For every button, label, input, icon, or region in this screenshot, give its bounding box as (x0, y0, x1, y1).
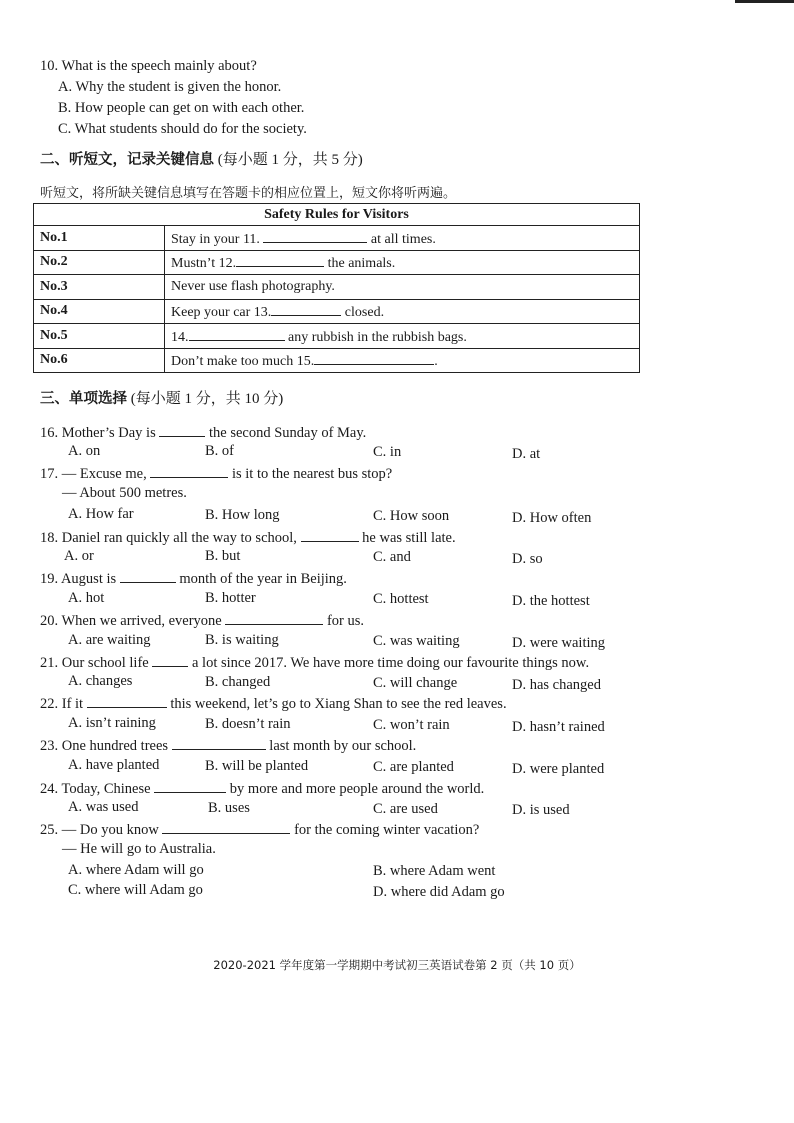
question-19-option-c: C. hottest (373, 591, 429, 607)
rule-text-before: Mustn’t 12. (171, 256, 237, 272)
question-19-option-b: B. hotter (205, 590, 256, 606)
question-20-option-c: C. was waiting (373, 633, 460, 649)
question-10-stem: 10. What is the speech mainly about? (40, 58, 257, 74)
table-row (34, 299, 640, 324)
stem-part-b: this weekend, let’s go to Xiang Shan to see the red leaves. (166, 696, 507, 712)
question-25-option-a: A. where Adam will go (68, 862, 204, 878)
stem-part-b: by more and more people around the world. (226, 781, 485, 797)
stem-part-b: the second Sunday of May. (205, 425, 367, 441)
question-25-option-c: C. where will Adam go (68, 882, 203, 898)
answer-blank (154, 778, 226, 793)
question-10-option-c: C. What students should do for the society. (58, 121, 307, 137)
question-10-option-b: B. How people can get on with each other. (58, 100, 305, 116)
stem-part-a: 20. When we arrived, everyone (40, 613, 226, 629)
stem-part-a: 24. Today, Chinese (40, 781, 155, 797)
question-20-option-a: A. are waiting (68, 632, 151, 648)
question-16-option-d: D. at (512, 446, 541, 462)
rule-number: No.2 (34, 250, 165, 275)
question-21-option-d: D. has changed (512, 677, 601, 693)
page-footer: 2020-2021 学年度第一学期期中考试初三英语试卷第 2 页（共 10 页） (213, 958, 581, 972)
question-19-option-a: A. hot (68, 590, 105, 606)
table-title: Safety Rules for Visitors (34, 204, 640, 226)
question-25-stem (40, 819, 479, 839)
question-16-stem (40, 422, 366, 442)
question-22-option-b: B. doesn’t rain (205, 716, 291, 732)
section-3-heading (40, 389, 283, 409)
table-row (34, 348, 640, 373)
stem-part-b: for the coming winter vacation? (290, 822, 480, 838)
stem-part-a: 22. If it (40, 696, 87, 712)
rule-text-after: any rubbish in the rubbish bags. (284, 329, 467, 345)
stem-part-b: month of the year in Beijing. (175, 571, 347, 587)
question-18-option-b: B. but (205, 548, 241, 564)
question-24-option-b: B. uses (208, 800, 250, 816)
answer-blank (172, 735, 266, 750)
question-22-option-c: C. won’t rain (373, 717, 450, 733)
question-18-option-c: C. and (373, 549, 411, 565)
rule-number: No.6 (34, 348, 165, 373)
safety-rules-table (33, 203, 640, 373)
question-18-stem (40, 527, 456, 547)
question-22-option-a: A. isn’t raining (68, 715, 156, 731)
table-row (34, 275, 640, 300)
rule-number: No.4 (34, 299, 165, 324)
stem-part-b: he was still late. (358, 530, 456, 546)
table-header-row (34, 204, 640, 226)
section-2-title: 二、听短文，记录关键信息 (40, 152, 214, 168)
rule-text-before: Keep your car 13. (171, 305, 272, 321)
rule-text-before: 14. (171, 329, 189, 345)
rule-text (165, 250, 640, 275)
stem-part-b: for us. (323, 613, 365, 629)
question-20-stem (40, 610, 364, 630)
question-24-option-d: D. is used (512, 802, 570, 818)
question-17-option-b: B. How long (205, 507, 280, 523)
answer-blank-15[interactable] (314, 350, 434, 365)
rule-text: Never use flash photography. (165, 275, 640, 300)
question-17-option-d: D. How often (512, 510, 592, 526)
question-18-option-a: A. or (64, 548, 94, 564)
answer-blank-12[interactable] (236, 252, 324, 267)
rule-text (165, 299, 640, 324)
question-19-option-d: D. the hottest (512, 593, 590, 609)
table-row (34, 226, 640, 251)
section-2-heading (40, 150, 363, 170)
section-2-instruction: 听短文，将所缺关键信息填写在答题卡的相应位置上，短文你将听两遍。 (40, 186, 457, 201)
question-17-reply: — About 500 metres. (62, 485, 187, 501)
stem-part-a: 17. — Excuse me, (40, 466, 151, 482)
question-19-stem (40, 568, 347, 588)
stem-part-a: 23. One hundred trees (40, 738, 172, 754)
question-16-option-a: A. on (68, 443, 101, 459)
rule-text-after: closed. (341, 305, 385, 321)
question-18-option-d: D. so (512, 551, 543, 567)
answer-blank (162, 819, 290, 834)
rule-text-before: Stay in your 11. (171, 231, 264, 247)
stem-part-b: is it to the nearest bus stop? (228, 466, 393, 482)
question-21-option-c: C. will change (373, 675, 458, 691)
question-24-option-a: A. was used (68, 799, 139, 815)
question-25-option-b: B. where Adam went (373, 863, 496, 879)
rule-text-after: the animals. (324, 256, 396, 272)
question-25-option-d: D. where did Adam go (373, 884, 505, 900)
answer-blank-14[interactable] (189, 326, 285, 341)
question-20-option-b: B. is waiting (205, 632, 279, 648)
question-23-option-c: C. are planted (373, 759, 454, 775)
stem-part-b: a lot since 2017. We have more time doing our favourite things now. (188, 655, 590, 671)
question-16-option-c: C. in (373, 444, 402, 460)
question-23-option-a: A. have planted (68, 757, 160, 773)
stem-part-a: 18. Daniel ran quickly all the way to school, (40, 530, 301, 546)
section-3-points: (每小题 1 分，共 10 分) (130, 391, 284, 407)
stem-part-a: 21. Our school life (40, 655, 153, 671)
rule-number: No.3 (34, 275, 165, 300)
question-24-option-c: C. are used (373, 801, 438, 817)
question-16-option-b: B. of (205, 443, 234, 459)
question-17-option-a: A. How far (68, 506, 134, 522)
question-21-option-b: B. changed (205, 674, 271, 690)
question-23-stem (40, 735, 416, 755)
question-17-option-c: C. How soon (373, 508, 450, 524)
question-17-stem (40, 463, 392, 483)
answer-blank-13[interactable] (271, 301, 341, 316)
table-row (34, 250, 640, 275)
stem-part-b: last month by our school. (265, 738, 417, 754)
question-21-stem (40, 652, 589, 672)
rule-text-before: Don’t make too much 15. (171, 354, 315, 370)
rule-text (165, 348, 640, 373)
answer-blank (150, 463, 228, 478)
rule-number: No.1 (34, 226, 165, 251)
section-3-title: 三、单项选择 (40, 391, 127, 407)
rule-text (165, 226, 640, 251)
question-24-stem (40, 778, 484, 798)
scan-corner-mark (735, 0, 794, 3)
answer-blank (159, 422, 205, 437)
question-23-option-b: B. will be planted (205, 758, 309, 774)
question-22-stem (40, 693, 507, 713)
answer-blank (120, 568, 176, 583)
question-22-option-d: D. hasn’t rained (512, 719, 605, 735)
section-2-points: (每小题 1 分，共 5 分) (217, 152, 363, 168)
answer-blank (225, 610, 323, 625)
rule-text-after: at all times. (367, 231, 436, 247)
question-20-option-d: D. were waiting (512, 635, 606, 651)
stem-part-a: 19. August is (40, 571, 120, 587)
table-row (34, 324, 640, 349)
stem-part-a: 25. — Do you know (40, 822, 163, 838)
rule-text-after: . (434, 354, 438, 370)
answer-blank (152, 652, 188, 667)
answer-blank-11[interactable] (263, 228, 367, 243)
question-23-option-d: D. were planted (512, 761, 605, 777)
question-25-reply: — He will go to Australia. (62, 841, 216, 857)
rule-text (165, 324, 640, 349)
answer-blank (301, 527, 359, 542)
stem-part-a: 16. Mother’s Day is (40, 425, 160, 441)
answer-blank (87, 693, 167, 708)
question-21-option-a: A. changes (68, 673, 133, 689)
rule-number: No.5 (34, 324, 165, 349)
question-10-option-a: A. Why the student is given the honor. (58, 79, 282, 95)
